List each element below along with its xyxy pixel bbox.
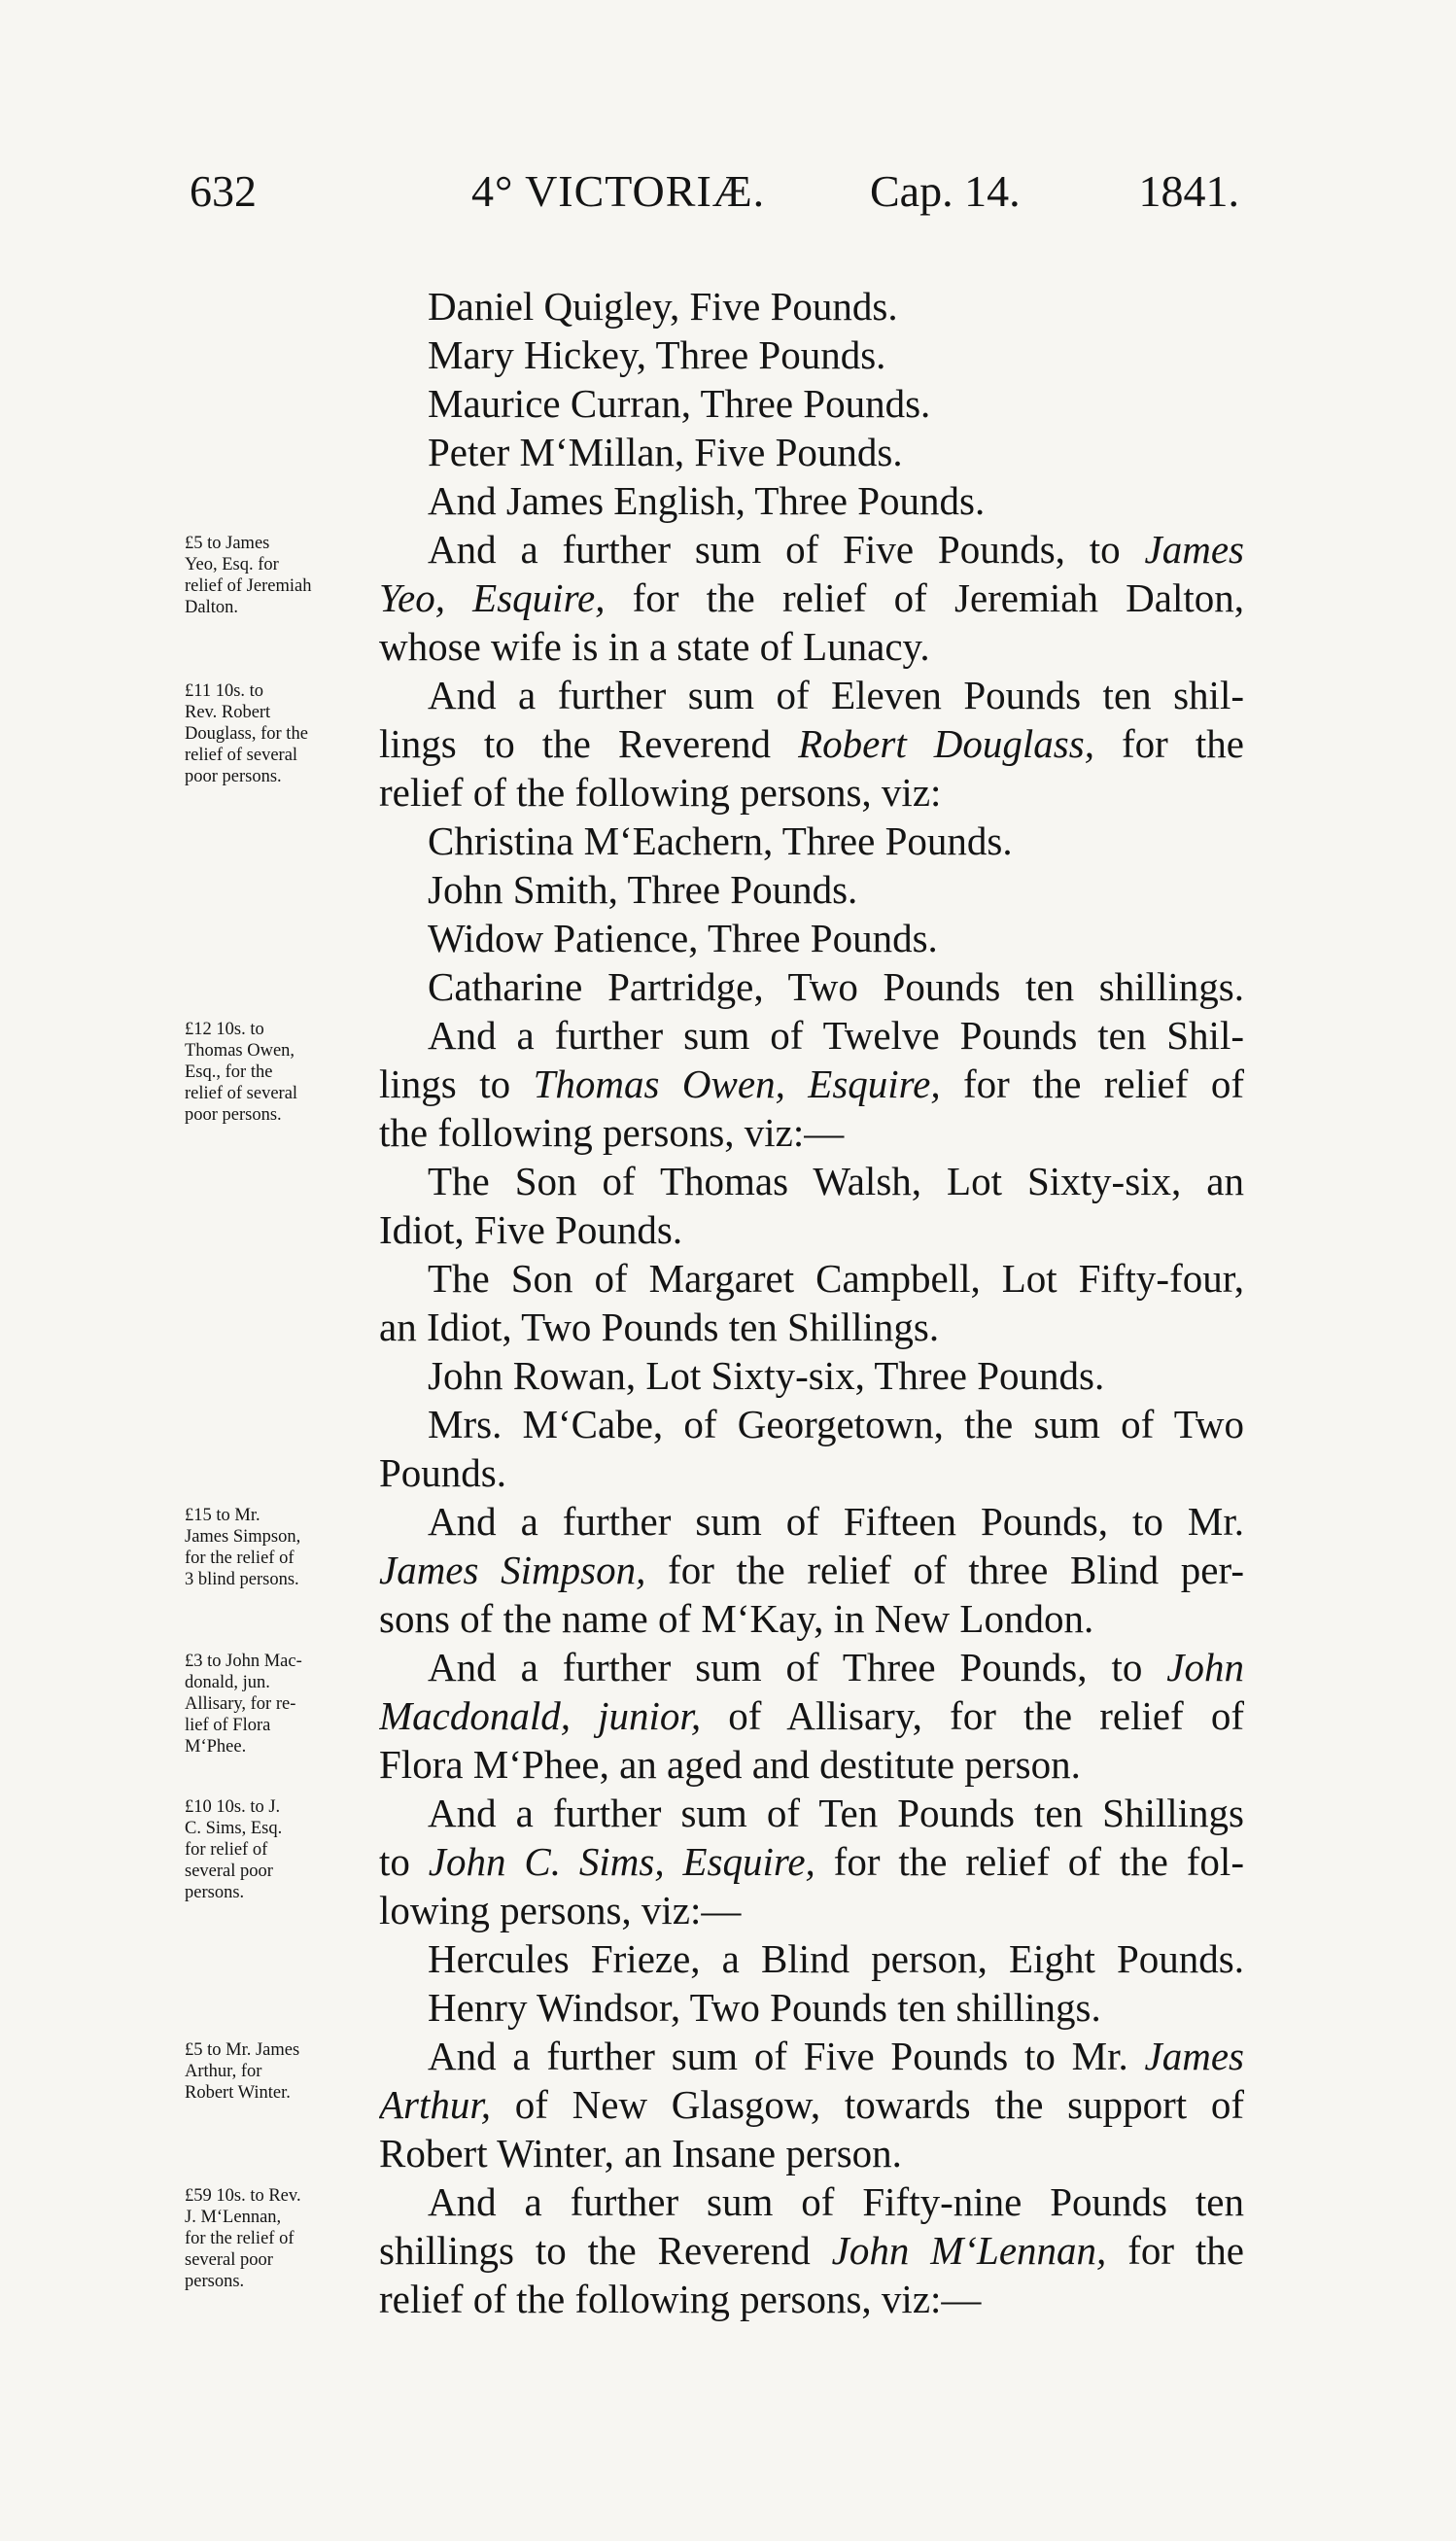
text-line	[379, 1205, 1244, 1254]
margin-note-line: for the relief of	[185, 1549, 295, 1568]
text-span: Maurice Curran, Three Pounds.	[428, 381, 931, 426]
text-span: John Smith, Three Pounds.	[428, 867, 858, 912]
text-line	[379, 1303, 1244, 1351]
margin-note	[185, 533, 379, 618]
margin-note-line: for relief of	[185, 1840, 268, 1860]
text-line	[379, 1060, 1244, 1108]
text-span: Christina M‘Eachern, Three Pounds.	[428, 818, 1013, 863]
text-span: Peter M‘Millan, Five Pounds.	[428, 430, 903, 474]
text-span: for the relief of Jeremiah Dalton,	[605, 575, 1244, 620]
text-line	[379, 2080, 1244, 2129]
text-line	[379, 379, 1244, 428]
margin-note-line: £5 to James	[185, 534, 270, 553]
text-line	[379, 2226, 1244, 2275]
text-line	[379, 622, 1244, 671]
margin-note	[185, 2039, 379, 2104]
text-span: relief of the following persons, viz:—	[379, 2277, 982, 2321]
text-line	[379, 962, 1244, 1011]
margin-note-line: 3 blind persons.	[185, 1570, 299, 1589]
italic-text: John M‘Lennan,	[831, 2228, 1107, 2273]
margin-note-line: Douglass, for the	[185, 724, 308, 744]
text-span: The Son of Thomas Walsh, Lot Sixty-six, an	[428, 1159, 1244, 1203]
text-span: for the	[1106, 2228, 1244, 2273]
text-line	[379, 817, 1244, 865]
margin-note-line: £5 to Mr. James	[185, 2040, 300, 2060]
margin-note-line: Arthur, for	[185, 2062, 262, 2081]
margin-note-line: J. M‘Lennan,	[185, 2208, 282, 2227]
text-span: Mary Hickey, Three Pounds.	[428, 332, 886, 377]
text-line	[379, 282, 1244, 331]
year: 1841.	[1138, 166, 1239, 216]
text-span: Flora M‘Phee, an aged and destitute person.	[379, 1742, 1081, 1787]
margin-note-line: Thomas Owen,	[185, 1041, 295, 1061]
running-header	[190, 165, 1239, 224]
margin-note-line: Allisary, for re-	[185, 1694, 296, 1714]
text-span: Hercules Frieze, a Blind person, Eight Pounds.	[428, 1936, 1244, 1981]
text-span: John Rowan, Lot Sixty-six, Three Pounds.	[428, 1353, 1105, 1398]
margin-note	[185, 1651, 379, 1758]
text-line	[379, 1740, 1244, 1789]
text-line	[379, 865, 1244, 914]
running-title: 4° VICTORIÆ.	[471, 166, 766, 216]
text-span: And a further sum of Ten Pounds ten Shillings	[428, 1791, 1244, 1835]
margin-note	[185, 1505, 379, 1590]
text-span: And a further sum of Five Pounds to Mr.	[428, 2034, 1145, 2078]
text-span: for the relief of the fol-	[815, 1839, 1244, 1884]
page-number: 632	[190, 166, 257, 216]
text-line	[379, 1837, 1244, 1886]
text-line	[379, 1594, 1244, 1643]
margin-note-line: C. Sims, Esq.	[185, 1819, 283, 1838]
italic-text: John C. Sims, Esquire,	[428, 1839, 815, 1884]
italic-text: Yeo, Esquire,	[379, 575, 606, 620]
text-span: lings to the Reverend	[379, 721, 799, 766]
margin-note-line: £12 10s. to	[185, 1020, 264, 1039]
margin-note-line: relief of Jeremiah	[185, 576, 312, 596]
text-line	[379, 1934, 1244, 1983]
margin-note-line: £11 10s. to	[185, 681, 264, 701]
text-line	[379, 1886, 1244, 1934]
italic-text: Macdonald, junior,	[379, 1693, 702, 1738]
text-span: And a further sum of Eleven Pounds ten shil-	[428, 673, 1244, 717]
text-line	[379, 1254, 1244, 1303]
text-span: whose wife is in a state of Lunacy.	[379, 624, 930, 669]
text-span: And James English, Three Pounds.	[428, 478, 986, 523]
text-span: the following persons, viz:—	[379, 1110, 845, 1155]
text-span: to	[379, 1839, 429, 1884]
text-line	[379, 1351, 1244, 1400]
text-span: Henry Windsor, Two Pounds ten shillings.	[428, 1985, 1101, 2030]
text-span: for the relief of three Blind per-	[645, 1548, 1244, 1592]
margin-note	[185, 680, 379, 787]
margin-note-line: £10 10s. to J.	[185, 1797, 281, 1817]
text-span: for the	[1093, 721, 1244, 766]
text-span: Daniel Quigley, Five Pounds.	[428, 284, 898, 329]
text-line	[379, 476, 1244, 525]
italic-text: John	[1166, 1645, 1244, 1689]
margin-note-line: M‘Phee.	[185, 1737, 247, 1757]
italic-text: Arthur,	[379, 2082, 492, 2127]
margin-note-line: Rev. Robert	[185, 703, 271, 722]
margin-note-line: for the relief of	[185, 2229, 295, 2248]
margin-note-line: persons.	[185, 1883, 245, 1902]
text-span: And a further sum of Three Pounds, to	[428, 1645, 1167, 1689]
margin-note-line: poor persons.	[185, 1105, 282, 1125]
margin-note-line: relief of several	[185, 746, 298, 765]
margin-note-line: £59 10s. to Rev.	[185, 2186, 301, 2206]
margin-note-line: Yeo, Esq. for	[185, 555, 279, 574]
margin-note-line: £15 to Mr.	[185, 1506, 260, 1525]
text-line	[379, 1497, 1244, 1546]
text-span: lowing persons, viz:—	[379, 1888, 742, 1932]
margin-note-line: £3 to John Mac-	[185, 1652, 302, 1671]
margin-note	[185, 1019, 379, 1126]
margin-note-line: persons.	[185, 2272, 245, 2291]
text-span: of New Glasgow, towards the support of	[491, 2082, 1244, 2127]
text-span: Robert Winter, an Insane person.	[379, 2131, 902, 2176]
text-span: And a further sum of Fifteen Pounds, to Mr.	[428, 1499, 1244, 1544]
text-span: of Allisary, for the relief of	[701, 1693, 1244, 1738]
text-line	[379, 525, 1244, 574]
text-span: The Son of Margaret Campbell, Lot Fifty-four,	[428, 1256, 1244, 1301]
italic-text: James Simpson,	[379, 1548, 646, 1592]
text-line	[379, 1789, 1244, 1837]
text-line	[379, 574, 1244, 622]
text-line	[379, 914, 1244, 962]
text-span: Idiot, Five Pounds.	[379, 1207, 683, 1252]
margin-note-line: several poor	[185, 1862, 273, 1881]
text-span: lings to	[379, 1062, 534, 1106]
text-line	[379, 671, 1244, 719]
margin-note-line: donald, jun.	[185, 1673, 270, 1692]
margin-note-line: relief of several	[185, 1084, 298, 1103]
margin-note-line: several poor	[185, 2250, 273, 2270]
text-line	[379, 1691, 1244, 1740]
margin-note	[185, 2185, 379, 2292]
chapter-number: Cap. 14.	[870, 166, 1021, 216]
margin-note-line: Robert Winter.	[185, 2083, 291, 2103]
text-line	[379, 2275, 1244, 2323]
text-span: sons of the name of M‘Kay, in New London.	[379, 1596, 1094, 1641]
margin-note-line: Esq., for the	[185, 1062, 273, 1082]
text-line	[379, 1643, 1244, 1691]
margin-note	[185, 1796, 379, 1903]
text-span: Catharine Partridge, Two Pounds ten shillings.	[428, 964, 1244, 1009]
italic-text: James	[1144, 2034, 1244, 2078]
text-line	[379, 1011, 1244, 1060]
italic-text: James	[1144, 527, 1244, 572]
margin-note-line: lief of Flora	[185, 1716, 271, 1735]
text-line	[379, 1157, 1244, 1205]
text-span: Pounds.	[379, 1450, 507, 1495]
text-line	[379, 1400, 1244, 1448]
text-line	[379, 428, 1244, 476]
margin-note-line: James Simpson,	[185, 1527, 301, 1547]
italic-text: Robert Douglass,	[798, 721, 1094, 766]
text-span: Widow Patience, Three Pounds.	[428, 916, 938, 960]
text-span: Mrs. M‘Cabe, of Georgetown, the sum of Two	[428, 1402, 1244, 1446]
text-line	[379, 1983, 1244, 2032]
text-line	[379, 2032, 1244, 2080]
text-span: relief of the following persons, viz:	[379, 770, 942, 815]
text-line	[379, 2177, 1244, 2226]
italic-text: Thomas Owen, Esquire,	[533, 1062, 941, 1106]
text-line	[379, 1448, 1244, 1497]
text-span: And a further sum of Five Pounds, to	[428, 527, 1145, 572]
text-line	[379, 331, 1244, 379]
text-span: shillings to the Reverend	[379, 2228, 832, 2273]
text-line	[379, 2129, 1244, 2177]
margin-note-line: poor persons.	[185, 767, 282, 786]
text-line	[379, 768, 1244, 817]
text-line	[379, 719, 1244, 768]
text-span: an Idiot, Two Pounds ten Shillings.	[379, 1305, 940, 1349]
text-line	[379, 1108, 1244, 1157]
text-span: for the relief of	[940, 1062, 1244, 1106]
text-span: And a further sum of Twelve Pounds ten Shil-	[428, 1013, 1244, 1058]
margin-note-line: Dalton.	[185, 598, 238, 617]
text-span: And a further sum of Fifty-nine Pounds ten	[428, 2179, 1244, 2224]
text-line	[379, 1546, 1244, 1594]
